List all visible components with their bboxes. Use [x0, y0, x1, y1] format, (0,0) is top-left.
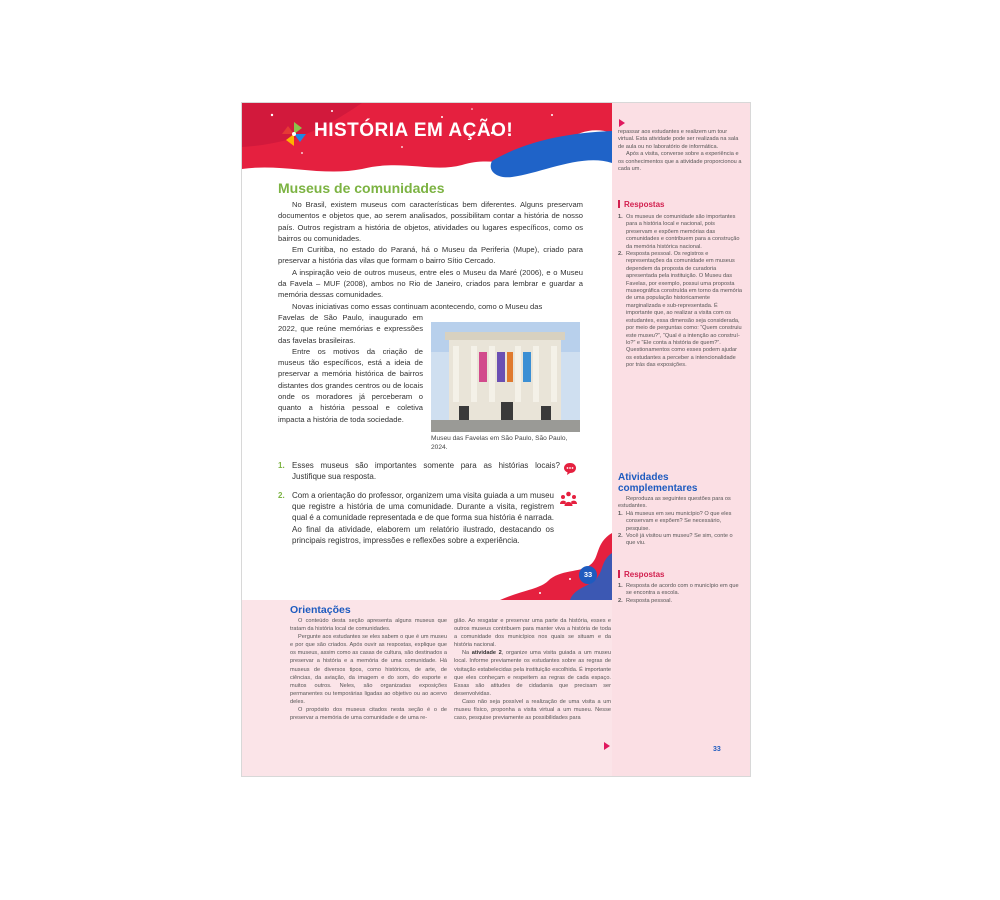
list-item: [618, 251, 742, 370]
speech-bubble-icon: [563, 462, 577, 476]
question-text: Esses museus são importantes somente para as histórias locais? Justifique sua resposta.: [292, 461, 560, 482]
item-number: 2.: [618, 533, 623, 540]
group-icon: [560, 491, 577, 507]
page-number: 33: [713, 746, 721, 753]
paragraph: No Brasil, existem museus com características bem diferentes. Alguns preservam documentos e objetos que, ao serem analisados, possibilitam contar a história de nosso país. Outros registram a história de objetos, atividades ou lugares específicos, como os bairros ou comunidades.: [278, 200, 583, 243]
text: , organize uma visita guiada a um museu local. Informe previamente os estudantes sobre as regras de visitação estabelecidas pela instituição escolhida. É importante que eles conheçam e respeitem as regras de cada espaço. Essas são atitudes de cidadania que precisam ser desenvolvidas.: [454, 650, 611, 697]
photo-caption: Museu das Favelas em São Paulo, São Paulo, 2024.: [431, 435, 568, 451]
paragraph: Pergunte aos estudantes se eles sabem o que é um museu e por que são criados. Após ouvir as respostas, explique que os museus, assim como as casas de cultura, são destinados a preservar a história e a memória de uma comunidade. Há museus de diversos tipos, como históricos, de arte, de ciências, da aviação, da imagem e do som, do esporte e muitos outros. Neles, são organizadas exposições permanentes ou temporárias ligadas ao objetivo ou ao acervo deles.: [290, 634, 447, 705]
orientacoes-col-2: [454, 617, 611, 722]
continue-arrow-icon: [604, 742, 610, 750]
text: Na: [462, 650, 472, 657]
continue-arrow-icon: [619, 119, 625, 127]
list-item: [618, 598, 742, 605]
atividades-list: [618, 496, 742, 548]
paragraph: Entre os motivos da criação de museus tão específicos, está a ideia de preservar a memória histórica de bairros distantes dos grandes centros ou de locais onde os moradores já perceberam o quanto a história pessoal e coletiva impacta a história de toda sociedade.: [278, 346, 423, 424]
orientacoes-col-1: [290, 617, 447, 722]
paragraph: O propósito dos museus citados nesta seção é o de preservar a memória de uma comunidade e de uma re-: [290, 707, 447, 722]
item-number: 1.: [618, 583, 623, 589]
paragraph: repassar aos estudantes e realizem um tour virtual. Esta atividade pode ser realizada na sala de aula ou no laboratório de informática.: [618, 129, 739, 150]
paragraph: O conteúdo desta seção apresenta alguns museus que tratam da história local de comunidades.: [290, 618, 447, 633]
respostas-list-2: [618, 583, 742, 605]
heading-text: Respostas: [624, 200, 665, 209]
item-text: Você já visitou um museu? Se sim, conte o que viu.: [626, 533, 733, 547]
item-number: 1.: [618, 510, 623, 517]
paragraph: gião. Ao resgatar e preservar uma parte da história, esses e outros museus contribuem para manter viva a história de toda a comunidade dos municípios nos quais se situam e da história nacional.: [454, 618, 611, 649]
side-intro: [618, 129, 742, 173]
item-number: 2.: [618, 251, 623, 258]
item-text: Há museus em seu município? O que eles conservam e expõem? Se necessário, pesquise.: [626, 510, 732, 532]
paragraph: [454, 649, 611, 698]
museum-photo: [431, 322, 580, 432]
section-title: Museus de comunidades: [278, 180, 445, 196]
item-text: Resposta pessoal.: [626, 597, 673, 604]
paragraph: Após a visita, converse sobre a experiência e os conhecimentos que a atividade proporcionou a cada um.: [618, 151, 742, 173]
paragraph: A inspiração veio de outros museus, entre eles o Museu da Maré (2006), e o Museu da Favela – MUF (2008), ambos no Rio de Janeiro, criados para lembrar e guardar a memória dessas comunidades.: [278, 267, 583, 300]
paragraph: Favelas de São Paulo, inaugurado em 2022, que reúne memórias e expressões das favelas brasileiras.: [278, 312, 423, 345]
item-number: 2.: [618, 597, 623, 604]
paragraph: Reproduza as seguintes questões para os estudantes.: [618, 496, 731, 510]
atividades-heading: Atividades complementares: [618, 472, 698, 494]
item-text: Os museus de comunidade são importantes para a história local e nacional, pois preservam e expõem memórias das comunidades e contribuem para a construção da memória histórica nacional.: [626, 214, 740, 250]
paragraph: Em Curitiba, no estado do Paraná, há o Museu da Periferia (Mupe), criado para preservar a história das vilas que formam o bairro Sítio Cercado.: [278, 245, 583, 266]
pinwheel-icon: [280, 120, 308, 148]
book-page: [242, 103, 750, 776]
list-item: [618, 533, 742, 548]
activity-ref: atividade 2: [471, 650, 502, 657]
item-text: Resposta de acordo com o município em que se encontra a escola.: [626, 583, 739, 597]
corner-decoration: [500, 533, 612, 600]
list-item: [618, 583, 742, 598]
respostas-heading: [618, 570, 664, 579]
respostas-heading: [618, 200, 664, 209]
page-number-badge: 33: [579, 566, 597, 584]
list-item: [618, 214, 742, 251]
question-number: 2.: [278, 491, 285, 500]
question-number: 1.: [278, 461, 285, 470]
paragraph: Novas iniciativas como essas continuam acontecendo, como o Museu das: [292, 301, 543, 311]
student-page: [242, 103, 612, 600]
orientacoes-title: Orientações: [290, 604, 351, 616]
question-1: [278, 460, 578, 482]
question-text: Com a orientação do professor, organizem uma visita guiada a um museu que registre a história de uma comunidade. Durante a visita, registrem qual é a comunidade representada e de que forma sua história é narrada. Ao final da atividade, elaborem um relatório ilustrado, destacando os principais registros, impressões e reflexões sobre a experiência.: [292, 491, 554, 545]
respostas-list: [618, 214, 742, 370]
list-item: [618, 511, 742, 533]
banner-title: HISTÓRIA EM AÇÃO!: [314, 120, 514, 141]
item-number: 1.: [618, 214, 623, 220]
paragraph: Caso não seja possível a realização de uma visita a um museu físico, proponha a visita virtual a um museu. Nesse caso, pesquise previamente as possibilidades para: [454, 698, 611, 722]
item-text: Resposta pessoal. Os registros e representações da comunidade em museus dependem da proposta de curadoria apresentada pela instituição. O Museu das Favelas, por exemplo, possui uma proposta museográfica construída em torno da memória de uma população historicamente marginalizada e sub-representada. É importante que, ao realizar a visita com os estudantes, essa dimensão seja considerada, por meio de perguntas como: “Quem construiu este museu?”, “Qual é a intenção ao construí-lo?” e “Ele conta a história de quem?”. Questionamentos como esses podem ajudar os estudantes a perceber a intencionalidade por trás das exposições.: [626, 251, 742, 369]
heading-text: Respostas: [624, 570, 665, 579]
